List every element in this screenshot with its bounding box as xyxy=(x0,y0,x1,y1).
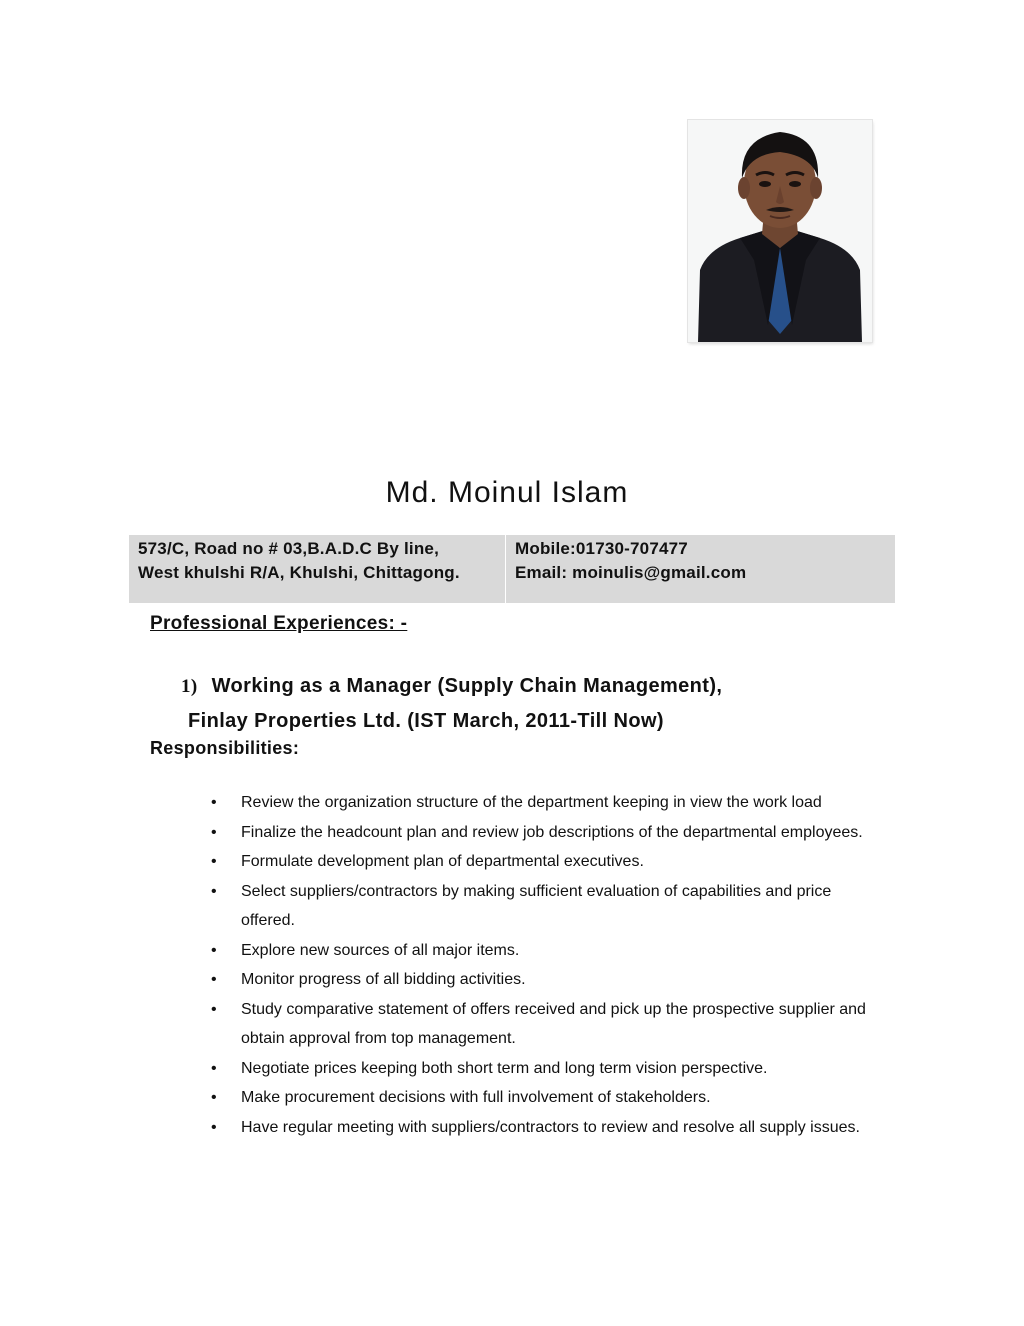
list-item-text: Formulate development plan of departmental executives. xyxy=(241,853,644,870)
job-number: 1) xyxy=(181,676,198,697)
list-item xyxy=(205,818,885,848)
address-block xyxy=(129,535,505,603)
job-title-line-1 xyxy=(181,669,722,704)
profile-photo xyxy=(688,120,872,342)
address-line-2: West khulshi R/A, Khulshi, Chittagong. xyxy=(138,563,460,582)
list-item xyxy=(205,936,885,966)
responsibilities-heading: Responsibilities: xyxy=(150,738,300,758)
list-item-text: Finalize the headcount plan and review job descriptions of the departmental employees. xyxy=(241,823,863,841)
bullet-icon: • xyxy=(211,971,217,988)
list-item xyxy=(205,995,885,1054)
list-item-text: Monitor progress of all bidding activities. xyxy=(241,971,526,988)
bullet-icon: • xyxy=(211,1089,217,1106)
bullet-icon: • xyxy=(211,794,217,811)
bullet-icon: • xyxy=(211,1118,217,1136)
bullet-icon: • xyxy=(211,941,217,959)
list-item xyxy=(205,877,885,936)
job-entry xyxy=(181,669,722,739)
list-item-text: Make procurement decisions with full involvement of stakeholders. xyxy=(241,1089,711,1106)
contact-info-box xyxy=(129,535,895,603)
professional-experiences-heading: Professional Experiences: - xyxy=(150,613,408,634)
list-item xyxy=(205,788,885,818)
job-company: Finlay Properties Ltd. (IST March, 2011-Till Now) xyxy=(188,710,664,732)
list-item xyxy=(205,1113,885,1143)
job-title: Working as a Manager (Supply Chain Management), xyxy=(211,675,723,697)
address-line-1: 573/C, Road no # 03,B.A.D.C By line, xyxy=(138,539,439,558)
bullet-icon: • xyxy=(211,853,217,870)
list-item-text: Select suppliers/contractors by making sufficient evaluation of capabilities and price offered. xyxy=(241,882,832,929)
bullet-icon: • xyxy=(211,1000,217,1018)
list-item-text: Negotiate prices keeping both short term and long term vision perspective. xyxy=(241,1059,768,1077)
bullet-icon: • xyxy=(211,1059,217,1077)
mobile-number: Mobile:01730-707477 xyxy=(515,539,688,558)
list-item xyxy=(205,847,885,877)
email-address: Email: moinulis@gmail.com xyxy=(515,563,747,582)
list-item xyxy=(205,965,885,995)
bullet-icon: • xyxy=(211,823,217,841)
responsibilities-list xyxy=(205,788,885,1142)
contact-details-block xyxy=(506,535,755,603)
list-item-text: Review the organization structure of the department keeping in view the work load xyxy=(241,794,822,811)
list-item-text: Have regular meeting with suppliers/contractors to review and resolve all supply issues. xyxy=(241,1118,860,1136)
list-item-text: Study comparative statement of offers received and pick up the prospective supplier and obtain approval from top management. xyxy=(241,1000,866,1047)
list-item-text: Explore new sources of all major items. xyxy=(241,941,520,959)
list-item xyxy=(205,1054,885,1084)
list-item xyxy=(205,1083,885,1113)
candidate-name: Md. Moinul Islam xyxy=(385,476,629,509)
bullet-icon: • xyxy=(211,882,217,900)
